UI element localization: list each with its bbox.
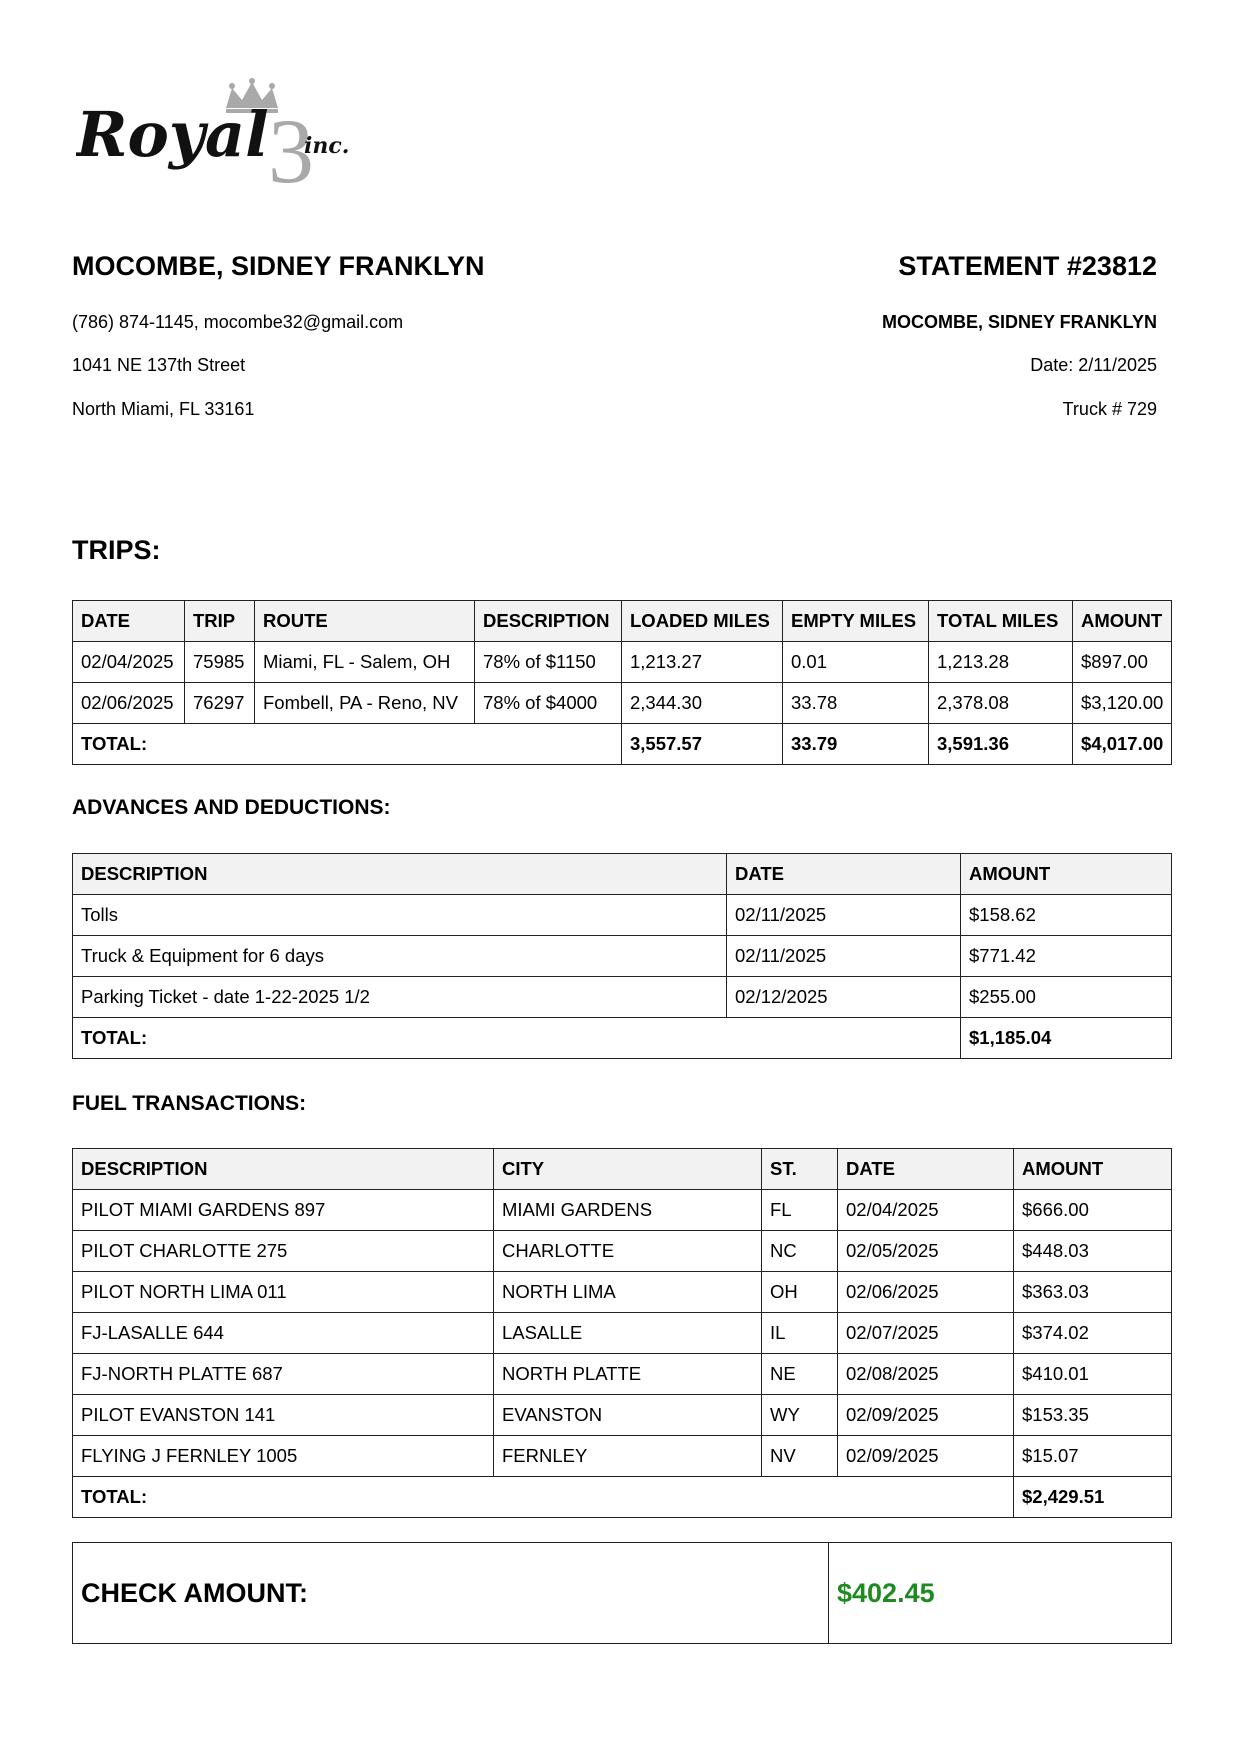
check-amount-value: $402.45 — [829, 1543, 1172, 1644]
table-cell: NE — [762, 1354, 838, 1395]
table-cell: $153.35 — [1014, 1395, 1172, 1436]
driver-address-line1: 1041 NE 137th Street — [72, 355, 246, 375]
table-cell: 1,213.28 — [929, 642, 1073, 683]
driver-contact: (786) 874-1145, mocombe32@gmail.com — [72, 312, 404, 332]
table-row — [73, 1231, 1172, 1272]
table-total-row — [73, 1477, 1172, 1518]
company-logo — [76, 78, 396, 198]
total-amount: $2,429.51 — [1014, 1477, 1172, 1518]
table-cell: $771.42 — [961, 936, 1172, 977]
check-amount-label: CHECK AMOUNT: — [73, 1543, 829, 1644]
trips-table — [72, 600, 1172, 765]
table-row — [73, 1190, 1172, 1231]
table-cell: 78% of $1150 — [475, 642, 622, 683]
table-cell: WY — [762, 1395, 838, 1436]
table-cell: $255.00 — [961, 977, 1172, 1018]
table-cell: NC — [762, 1231, 838, 1272]
table-cell: 2,344.30 — [622, 683, 783, 724]
column-header: AMOUNT — [1073, 601, 1172, 642]
table-header-row — [73, 854, 1172, 895]
driver-address-line2: North Miami, FL 33161 — [72, 399, 255, 419]
logo-number: 3 — [268, 100, 314, 198]
total-amount: $4,017.00 — [1073, 724, 1172, 765]
table-cell: Fombell, PA - Reno, NV — [255, 683, 475, 724]
table-cell: PILOT MIAMI GARDENS 897 — [73, 1190, 494, 1231]
table-cell: PILOT EVANSTON 141 — [73, 1395, 494, 1436]
table-row — [73, 977, 1172, 1018]
table-cell: NORTH LIMA — [494, 1272, 762, 1313]
column-header: DATE — [727, 854, 961, 895]
table-row — [73, 642, 1172, 683]
table-cell: 75985 — [185, 642, 255, 683]
table-cell: CHARLOTTE — [494, 1231, 762, 1272]
table-row — [73, 1395, 1172, 1436]
column-header: LOADED MILES — [622, 601, 783, 642]
table-cell: $374.02 — [1014, 1313, 1172, 1354]
table-header-row — [73, 601, 1172, 642]
table-cell: MIAMI GARDENS — [494, 1190, 762, 1231]
table-total-row — [73, 1018, 1172, 1059]
table-cell: $897.00 — [1073, 642, 1172, 683]
table-cell: $410.01 — [1014, 1354, 1172, 1395]
column-header: TOTAL MILES — [929, 601, 1073, 642]
column-header: DATE — [838, 1149, 1014, 1190]
table-cell: 78% of $4000 — [475, 683, 622, 724]
column-header: CITY — [494, 1149, 762, 1190]
column-header: AMOUNT — [961, 854, 1172, 895]
total-empty-miles: 33.79 — [783, 724, 929, 765]
table-cell: $15.07 — [1014, 1436, 1172, 1477]
table-row — [73, 1313, 1172, 1354]
table-cell: 02/04/2025 — [73, 642, 185, 683]
table-cell: Parking Ticket - date 1-22-2025 1/2 — [73, 977, 727, 1018]
column-header: TRIP — [185, 601, 255, 642]
table-row — [73, 895, 1172, 936]
column-header: ROUTE — [255, 601, 475, 642]
column-header: DESCRIPTION — [475, 601, 622, 642]
trips-section-title: TRIPS: — [72, 535, 161, 565]
total-label: TOTAL: — [73, 1018, 961, 1059]
table-total-row — [73, 724, 1172, 765]
table-cell: OH — [762, 1272, 838, 1313]
table-cell: $158.62 — [961, 895, 1172, 936]
table-row — [73, 936, 1172, 977]
column-header: AMOUNT — [1014, 1149, 1172, 1190]
table-cell: 02/06/2025 — [73, 683, 185, 724]
table-cell: FJ-LASALLE 644 — [73, 1313, 494, 1354]
table-cell: $363.03 — [1014, 1272, 1172, 1313]
table-row — [73, 1354, 1172, 1395]
logo-script: Royal — [76, 98, 269, 171]
table-cell: $3,120.00 — [1073, 683, 1172, 724]
table-cell: PILOT CHARLOTTE 275 — [73, 1231, 494, 1272]
table-cell: Tolls — [73, 895, 727, 936]
table-cell: 02/11/2025 — [727, 936, 961, 977]
table-cell: NV — [762, 1436, 838, 1477]
column-header: EMPTY MILES — [783, 601, 929, 642]
table-cell: 02/05/2025 — [838, 1231, 1014, 1272]
total-label: TOTAL: — [73, 724, 622, 765]
column-header: DESCRIPTION — [73, 854, 727, 895]
table-cell: 02/12/2025 — [727, 977, 961, 1018]
check-amount-box — [72, 1542, 1172, 1644]
table-cell: 02/11/2025 — [727, 895, 961, 936]
table-cell: FLYING J FERNLEY 1005 — [73, 1436, 494, 1477]
logo-suffix: inc. — [304, 133, 350, 159]
column-header: ST. — [762, 1149, 838, 1190]
advances-section-title: ADVANCES AND DEDUCTIONS: — [72, 796, 391, 819]
table-cell: 02/08/2025 — [838, 1354, 1014, 1395]
statement-truck: Truck # 729 — [1062, 399, 1157, 419]
table-cell: 02/09/2025 — [838, 1395, 1014, 1436]
table-cell: 76297 — [185, 683, 255, 724]
table-cell: 02/07/2025 — [838, 1313, 1014, 1354]
table-cell: $448.03 — [1014, 1231, 1172, 1272]
statement-date: Date: 2/11/2025 — [1030, 355, 1157, 375]
statement-title: STATEMENT #23812 — [898, 251, 1157, 281]
table-cell: 02/06/2025 — [838, 1272, 1014, 1313]
table-cell: NORTH PLATTE — [494, 1354, 762, 1395]
table-cell: 02/04/2025 — [838, 1190, 1014, 1231]
statement-name: MOCOMBE, SIDNEY FRANKLYN — [881, 312, 1157, 332]
total-total-miles: 3,591.36 — [929, 724, 1073, 765]
table-cell: LASALLE — [494, 1313, 762, 1354]
table-cell: IL — [762, 1313, 838, 1354]
total-label: TOTAL: — [73, 1477, 1014, 1518]
table-row — [73, 1436, 1172, 1477]
column-header: DESCRIPTION — [73, 1149, 494, 1190]
total-amount: $1,185.04 — [961, 1018, 1172, 1059]
driver-name: MOCOMBE, SIDNEY FRANKLYN — [72, 251, 485, 281]
table-cell: FL — [762, 1190, 838, 1231]
fuel-table — [72, 1148, 1172, 1518]
table-cell: Truck & Equipment for 6 days — [73, 936, 727, 977]
table-cell: Miami, FL - Salem, OH — [255, 642, 475, 683]
table-cell: 0.01 — [783, 642, 929, 683]
table-cell: EVANSTON — [494, 1395, 762, 1436]
table-cell: FERNLEY — [494, 1436, 762, 1477]
column-header: DATE — [73, 601, 185, 642]
table-row — [73, 683, 1172, 724]
table-cell: $666.00 — [1014, 1190, 1172, 1231]
table-header-row — [73, 1149, 1172, 1190]
advances-table — [72, 853, 1172, 1059]
fuel-section-title: FUEL TRANSACTIONS: — [72, 1092, 307, 1115]
table-cell: 33.78 — [783, 683, 929, 724]
table-cell: 1,213.27 — [622, 642, 783, 683]
table-cell: 02/09/2025 — [838, 1436, 1014, 1477]
table-cell: PILOT NORTH LIMA 011 — [73, 1272, 494, 1313]
table-cell: 2,378.08 — [929, 683, 1073, 724]
table-cell: FJ-NORTH PLATTE 687 — [73, 1354, 494, 1395]
table-row — [73, 1272, 1172, 1313]
total-loaded-miles: 3,557.57 — [622, 724, 783, 765]
